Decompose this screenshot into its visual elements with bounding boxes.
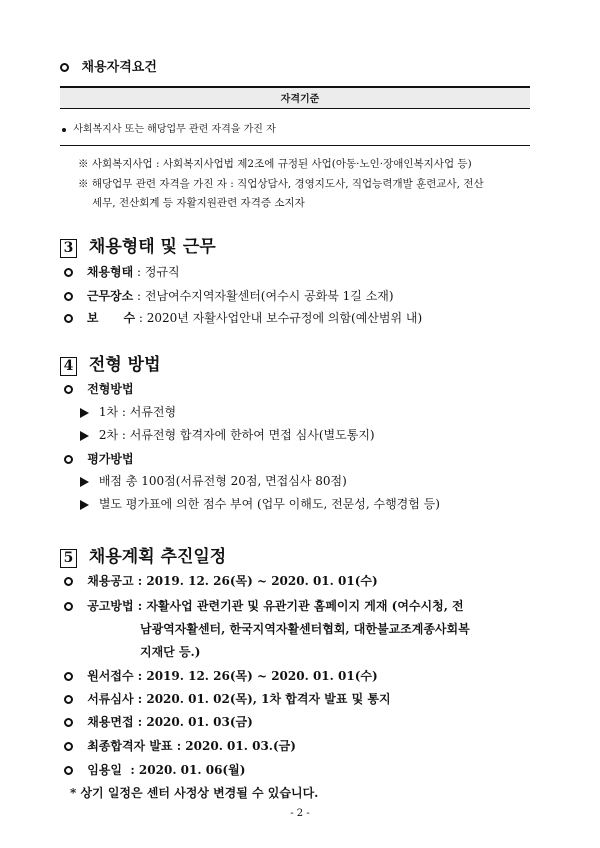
- schedule-item: 최종합격자 발표 : 2020. 01. 03.(금): [64, 737, 296, 754]
- list-item: 1차 : 서류전형: [80, 403, 176, 420]
- circle-bullet-icon: [64, 314, 73, 323]
- group-label: 전형방법: [64, 380, 134, 397]
- list-item: 별도 평가표에 의한 점수 부여 (업무 이해도, 전문성, 수행경험 등): [80, 495, 440, 512]
- circle-bullet-icon: [64, 718, 73, 727]
- list-item: 보 수 : 2020년 자활사업안내 보수규정에 의함(예산범위 내): [64, 309, 422, 326]
- list-item: 2차 : 서류전형 합격자에 한하여 면접 심사(별도통지): [80, 426, 375, 443]
- section-number: 5: [60, 549, 77, 568]
- table-header-label: 자격기준: [280, 94, 320, 105]
- triangle-bullet-icon: [80, 500, 89, 510]
- circle-bullet-icon: [64, 268, 73, 277]
- schedule-item: 임용일 : 2020. 01. 06(월): [64, 761, 245, 778]
- dot-bullet-icon: [62, 128, 66, 132]
- schedule-item-continuation: 남광역자활센터, 한국지역자활센터협회, 대한불교조계종사회복: [140, 622, 470, 636]
- table-bottom-rule: [60, 145, 530, 146]
- triangle-bullet-icon: [80, 477, 89, 487]
- circle-bullet-icon: [64, 577, 73, 586]
- qualification-heading: 채용자격요건: [60, 56, 157, 75]
- circle-bullet-icon: [64, 742, 73, 751]
- schedule-item: 원서접수 : 2019. 12. 26(목) ~ 2020. 01. 01(수): [64, 667, 378, 684]
- note-line: ※ 해당업무 관련 자격을 가진 자 : 직업상담사, 경영지도사, 직업능력개발 훈련교사, 전산: [78, 178, 484, 190]
- triangle-bullet-icon: [80, 408, 89, 418]
- group-label: 평가방법: [64, 450, 134, 467]
- circle-bullet-icon: [60, 63, 69, 72]
- schedule-item: 공고방법 : 자활사업 관련기관 및 유관기관 홈페이지 게재 (여수시청, 전: [64, 597, 464, 614]
- note-line: ※ 사회복지사업 : 사회복지사업법 제2조에 규정된 사업(아동·노인·장애인복지사업 등): [78, 158, 472, 170]
- list-item: 근무장소 : 전남여수지역자활센터(여수시 공화북 1길 소재): [64, 287, 394, 304]
- table-row: 사회복지사 또는 해당업무 관련 자격을 가진 자: [62, 120, 276, 135]
- circle-bullet-icon: [64, 695, 73, 704]
- schedule-item: 서류심사 : 2020. 01. 02(목), 1차 합격자 발표 및 통지: [64, 690, 391, 707]
- page-number: - 2 -: [290, 808, 310, 819]
- schedule-item: 채용공고 : 2019. 12. 26(목) ~ 2020. 01. 01(수): [64, 572, 378, 589]
- section-4-heading: 4 전형 방법: [60, 350, 161, 376]
- list-item: 배점 총 100점(서류전형 20점, 면접심사 80점): [80, 472, 347, 489]
- circle-bullet-icon: [64, 766, 73, 775]
- triangle-bullet-icon: [80, 431, 89, 441]
- schedule-item: 채용면접 : 2020. 01. 03(금): [64, 713, 253, 730]
- section-number: 4: [60, 357, 77, 376]
- section-5-heading: 5 채용계획 추진일정: [60, 542, 226, 568]
- circle-bullet-icon: [64, 602, 73, 611]
- note-line: 세무, 전산회계 등 자활지원관련 자격증 소지자: [92, 197, 305, 209]
- schedule-item-continuation: 지재단 등.): [140, 645, 201, 659]
- section-3-heading: 3 채용형태 및 근무: [60, 232, 216, 258]
- section-number: 3: [60, 239, 77, 258]
- circle-bullet-icon: [64, 385, 73, 394]
- circle-bullet-icon: [64, 292, 73, 301]
- circle-bullet-icon: [64, 672, 73, 681]
- circle-bullet-icon: [64, 455, 73, 464]
- list-item: 채용형태 : 정규직: [64, 263, 180, 280]
- schedule-footnote: * 상기 일정은 센터 사정상 변경될 수 있습니다.: [70, 786, 319, 800]
